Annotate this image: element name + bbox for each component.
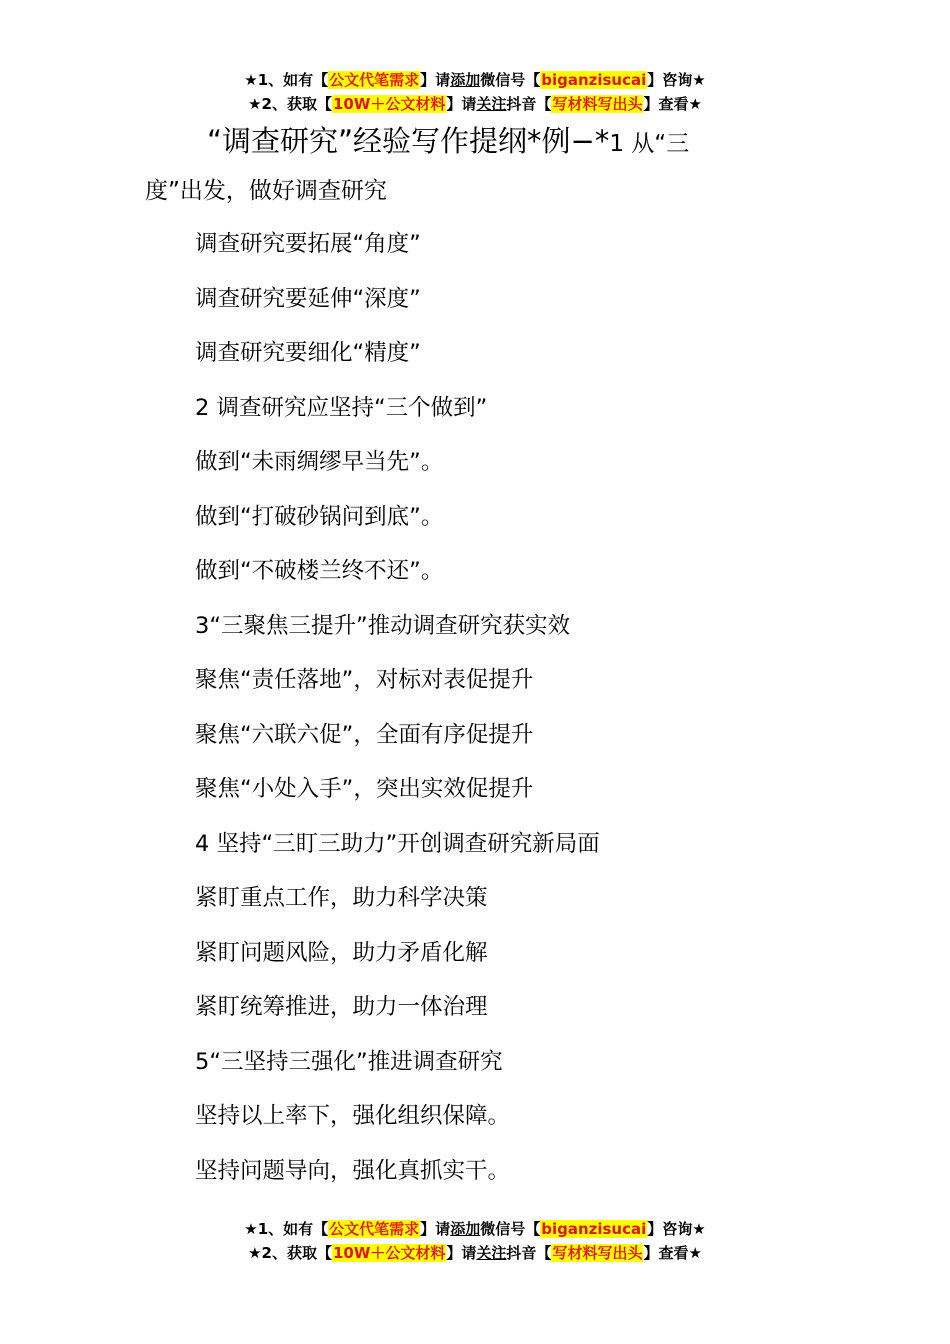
outline-line: 调查研究要拓展“角度”	[195, 231, 421, 257]
outline-line: 聚焦“责任落地”，对标对表促提升	[195, 667, 534, 693]
promo-banner-top	[0, 68, 950, 116]
outline-line: 调查研究要细化“精度”	[195, 340, 421, 366]
highlight-materials: 10W＋公文材料	[332, 95, 446, 113]
outline-line: 做到“未雨绸缪早当先”。	[195, 449, 444, 475]
outline-line: 聚焦“小处入手”，突出实效促提升	[195, 776, 534, 802]
outline-line: 坚持问题导向，强化真抓实干。	[195, 1157, 511, 1184]
document-title: “调查研究”经验写作提纲*例−*1 从“三 度”出发，做好调查研究	[145, 124, 690, 204]
promo-line-2: ★2、获取【10W＋公文材料】请关注抖音【写材料写出头】查看★	[248, 1244, 702, 1262]
highlight-materials: 10W＋公文材料	[332, 1244, 446, 1262]
outline-line: 坚持以上率下，强化组织保障。	[195, 1103, 511, 1129]
highlight-wechat-id: biganzisucai	[541, 71, 647, 89]
section-heading: 2 调查研究应坚持“三个做到”	[195, 394, 488, 421]
highlight-service: 公文代笔需求	[329, 1220, 420, 1238]
outline-line: 调查研究要延伸“深度”	[195, 285, 421, 312]
section-heading: 4 坚持“三盯三助力”开创调查研究新局面	[195, 830, 600, 857]
outline-line: 聚焦“六联六促”，全面有序促提升	[195, 721, 534, 748]
highlight-service: 公文代笔需求	[329, 71, 420, 89]
highlight-douyin-account: 写材料写出头	[552, 95, 643, 113]
outline-line: 紧盯统筹推进，助力一体治理	[195, 994, 488, 1020]
highlight-wechat-id: biganzisucai	[541, 1220, 647, 1238]
outline-line: 做到“打破砂锅问到底”。	[195, 503, 444, 530]
outline-line: 做到“不破楼兰终不还”。	[195, 558, 444, 584]
outline-line: 紧盯问题风险，助力矛盾化解	[195, 939, 488, 966]
section-heading: 3“三聚焦三提升”推动调查研究获实效	[195, 612, 571, 639]
promo-line-2: ★2、获取【10W＋公文材料】请关注抖音【写材料写出头】查看★	[248, 95, 702, 113]
promo-banner-bottom	[0, 1217, 950, 1265]
promo-line-1: ★1、如有【公文代笔需求】请添加微信号【biganzisucai】咨询★	[244, 1220, 706, 1238]
promo-line-1: ★1、如有【公文代笔需求】请添加微信号【biganzisucai】咨询★	[244, 71, 706, 89]
highlight-douyin-account: 写材料写出头	[552, 1244, 643, 1262]
section-heading: 5“三坚持三强化”推进调查研究	[195, 1048, 503, 1075]
outline-line: 紧盯重点工作，助力科学决策	[195, 885, 488, 911]
outline-body	[195, 220, 600, 1201]
